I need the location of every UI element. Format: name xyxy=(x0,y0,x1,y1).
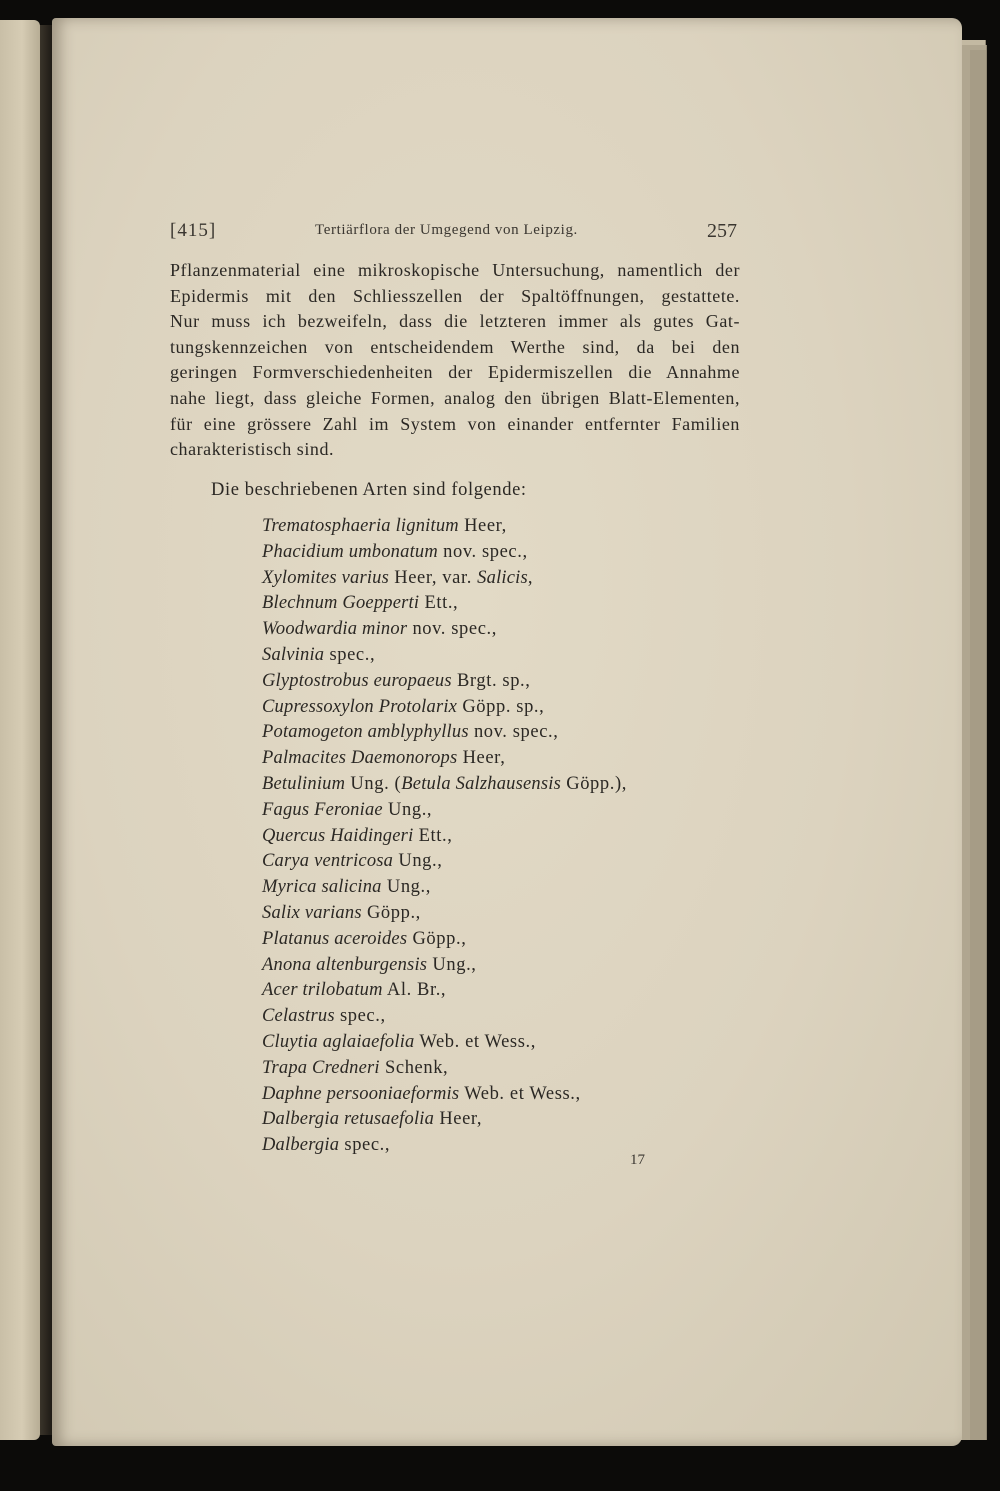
species-entry xyxy=(262,1056,742,1082)
species-name: Myrica salicina xyxy=(262,877,382,898)
species-authority: Heer, var. xyxy=(389,567,478,588)
species-entry xyxy=(262,1107,742,1133)
running-title: Tertiärflora der Umgegend von Leipzig. xyxy=(315,222,578,238)
species-authority: nov. spec., xyxy=(437,541,528,562)
species-entry xyxy=(262,695,742,721)
species-authority-secondary: , xyxy=(527,567,534,588)
species-name: Palmacites Daemonorops xyxy=(262,748,458,769)
species-authority: Göpp., xyxy=(361,902,421,923)
species-authority: spec., xyxy=(339,1135,391,1156)
species-authority: Web. et Wess., xyxy=(459,1083,581,1104)
species-authority: Heer, xyxy=(458,516,507,536)
species-name: Phacidium umbonatum xyxy=(262,541,438,562)
species-name: Glyptostrobus europaeus xyxy=(262,670,452,691)
species-name: Daphne persooniaeformis xyxy=(262,1083,460,1104)
species-authority: Ung., xyxy=(427,954,477,975)
species-authority: Brgt. sp., xyxy=(451,670,531,691)
species-entry xyxy=(262,1030,742,1056)
species-name: Trapa Credneri xyxy=(262,1057,380,1078)
paragraph-line: tungskennzeichen von entscheidendem Werthe sind, da bei den xyxy=(170,336,740,357)
species-name: Cluytia aglaiaefolia xyxy=(262,1031,415,1052)
species-name: Trematosphaeria lignitum xyxy=(262,516,459,536)
species-authority: Göpp. sp., xyxy=(457,696,545,717)
species-entry xyxy=(262,540,742,566)
species-name: Dalbergia xyxy=(262,1135,340,1156)
species-name: Dalbergia retusaefolia xyxy=(262,1109,435,1130)
species-name: Fagus Feroniae xyxy=(262,799,383,820)
list-intro: Die beschriebenen Arten sind folgende: xyxy=(211,480,527,500)
species-authority: spec., xyxy=(334,1006,386,1027)
species-name: Platanus aceroides xyxy=(262,928,408,949)
species-entry xyxy=(262,1082,742,1108)
species-entry xyxy=(262,617,742,643)
species-name: Carya ventricosa xyxy=(262,851,394,872)
species-authority: Ung. ( xyxy=(345,773,402,794)
page-number: 257 xyxy=(707,220,737,242)
species-entry xyxy=(262,720,742,746)
species-authority: Ung., xyxy=(381,877,431,898)
species-entry xyxy=(262,798,742,824)
species-authority: Schenk, xyxy=(379,1057,449,1078)
species-authority: spec., xyxy=(324,644,376,665)
species-name: Xylomites varius xyxy=(262,567,390,588)
species-name: Acer trilobatum xyxy=(262,980,383,1001)
species-entry xyxy=(262,746,742,772)
paragraph-line: Epidermis mit den Schliesszellen der Spaltöffnungen, gestattete. xyxy=(170,285,740,306)
previous-page-edge xyxy=(0,20,40,1440)
paragraph-line: nahe liegt, dass gleiche Formen, analog den übrigen Blatt-Elementen, xyxy=(170,387,740,408)
species-entry xyxy=(262,643,742,669)
species-name: Blechnum Goepperti xyxy=(262,593,420,614)
species-authority: Heer, xyxy=(434,1109,483,1130)
species-entry xyxy=(262,978,742,1004)
species-authority: nov. spec., xyxy=(407,619,497,640)
species-authority: Göpp., xyxy=(407,928,467,949)
species-entry xyxy=(262,824,742,850)
paragraph-line: charakteristisch sind. xyxy=(170,439,335,460)
paragraph-line: geringen Formverschiedenheiten der Epidermiszellen die Annahme xyxy=(170,362,740,383)
species-authority: Ett., xyxy=(419,593,459,614)
species-name-secondary: Salicis xyxy=(477,567,528,588)
species-entry xyxy=(262,1004,742,1030)
species-entry xyxy=(262,591,742,617)
species-entry xyxy=(262,772,742,798)
body-paragraph xyxy=(170,258,740,463)
species-entry xyxy=(262,927,742,953)
species-authority-secondary: Göpp.), xyxy=(561,773,627,794)
paragraph-line: Pflanzenmaterial eine mikroskopische Untersuchung, namentlich der xyxy=(170,260,740,280)
species-list xyxy=(262,514,742,1159)
page-reference: [415] xyxy=(170,220,217,241)
species-entry xyxy=(262,901,742,927)
species-entry xyxy=(262,953,742,979)
species-entry xyxy=(262,849,742,875)
species-authority: Ung., xyxy=(382,799,433,820)
page-stack-edge xyxy=(970,50,987,1440)
species-name: Woodwardia minor xyxy=(262,619,408,640)
paragraph-line: Nur muss ich bezweifeln, dass die letzteren immer als gutes Gat- xyxy=(170,311,740,332)
species-name-secondary: Betula Salzhausensis xyxy=(401,773,562,794)
paragraph-line: für eine grössere Zahl im System von einander entfernter Familien xyxy=(170,413,740,434)
species-authority: nov. spec., xyxy=(468,722,559,743)
signature-mark: 17 xyxy=(630,1152,645,1168)
species-name: Anona altenburgensis xyxy=(262,954,428,975)
species-name: Betulinium xyxy=(262,773,346,794)
species-entry xyxy=(262,1133,742,1159)
species-name: Quercus Haidingeri xyxy=(262,825,414,846)
species-entry xyxy=(262,875,742,901)
species-name: Salvinia xyxy=(262,644,325,665)
running-head xyxy=(170,220,740,250)
species-authority: Heer, xyxy=(457,748,506,769)
species-entry xyxy=(262,566,742,592)
species-authority: Al. Br., xyxy=(382,980,447,1001)
species-authority: Web. et Wess., xyxy=(414,1031,536,1052)
species-authority: Ett., xyxy=(413,825,453,846)
species-name: Celastrus xyxy=(262,1006,335,1027)
species-name: Cupressoxylon Protolarix xyxy=(262,696,458,717)
species-entry xyxy=(262,514,742,540)
species-name: Potamogeton amblyphyllus xyxy=(262,722,469,743)
species-entry xyxy=(262,669,742,695)
species-authority: Ung., xyxy=(393,851,443,872)
species-name: Salix varians xyxy=(262,902,362,923)
